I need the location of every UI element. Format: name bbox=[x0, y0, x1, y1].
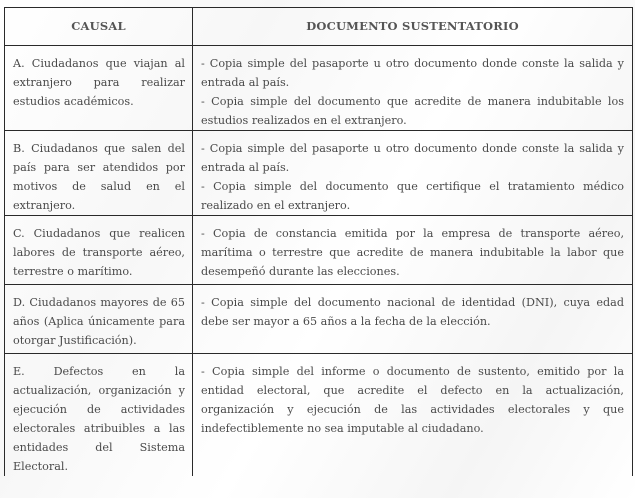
document-cell bbox=[193, 354, 633, 477]
document-cell bbox=[193, 46, 633, 131]
document-item: - Copia simple del documento que certifique el tratamiento médico realizado en el extranjero. bbox=[201, 180, 624, 212]
table-row bbox=[5, 285, 633, 354]
document-cell bbox=[193, 285, 633, 354]
causal-document-table bbox=[4, 7, 633, 476]
table-row bbox=[5, 131, 633, 216]
document-item: - Copia simple del pasaporte u otro documento donde conste la salida y entrada al país. bbox=[201, 142, 624, 174]
document-item: - Copia simple del documento que acredite de manera indubitable los estudios realizados en el extranjero. bbox=[201, 95, 624, 127]
causal-cell: A. Ciudadanos que viajan al extranjero para realizar estudios académicos. bbox=[5, 46, 193, 131]
document-item: - Copia simple del documento nacional de identidad (DNI), cuya edad debe ser mayor a 65 años a la fecha de la elección. bbox=[201, 296, 624, 328]
header-documento-sustentatorio: DOCUMENTO SUSTENTATORIO bbox=[193, 8, 633, 46]
document-cell bbox=[193, 216, 633, 285]
causal-cell: D. Ciudadanos mayores de 65 años (Aplica únicamente para otorgar Justificación). bbox=[5, 285, 193, 354]
document-item: - Copia simple del informe o documento de sustento, emitido por la entidad electoral, que acredite el defecto en la actualización, organización y ejecución de las actividades electorales y que indefectiblemente no sea imputable al ciudadano. bbox=[201, 365, 624, 435]
document-cell bbox=[193, 131, 633, 216]
document-item: - Copia de constancia emitida por la empresa de transporte aéreo, marítima o terrestre que acredite de manera indubitable la labor que desempeñó durante las elecciones. bbox=[201, 227, 624, 278]
table-header-row bbox=[5, 8, 633, 46]
table-row bbox=[5, 354, 633, 477]
causal-cell: B. Ciudadanos que salen del país para ser atendidos por motivos de salud en el extranjero. bbox=[5, 131, 193, 216]
table-row bbox=[5, 216, 633, 285]
header-causal: CAUSAL bbox=[5, 8, 193, 46]
document-item: - Copia simple del pasaporte u otro documento donde conste la salida y entrada al país. bbox=[201, 57, 624, 89]
table-row bbox=[5, 46, 633, 131]
causal-cell: C. Ciudadanos que realicen labores de transporte aéreo, terrestre o marítimo. bbox=[5, 216, 193, 285]
causal-cell: E. Defectos en la actualización, organización y ejecución de actividades electorales atribuibles a las entidades del Sistema Electoral. bbox=[5, 354, 193, 477]
